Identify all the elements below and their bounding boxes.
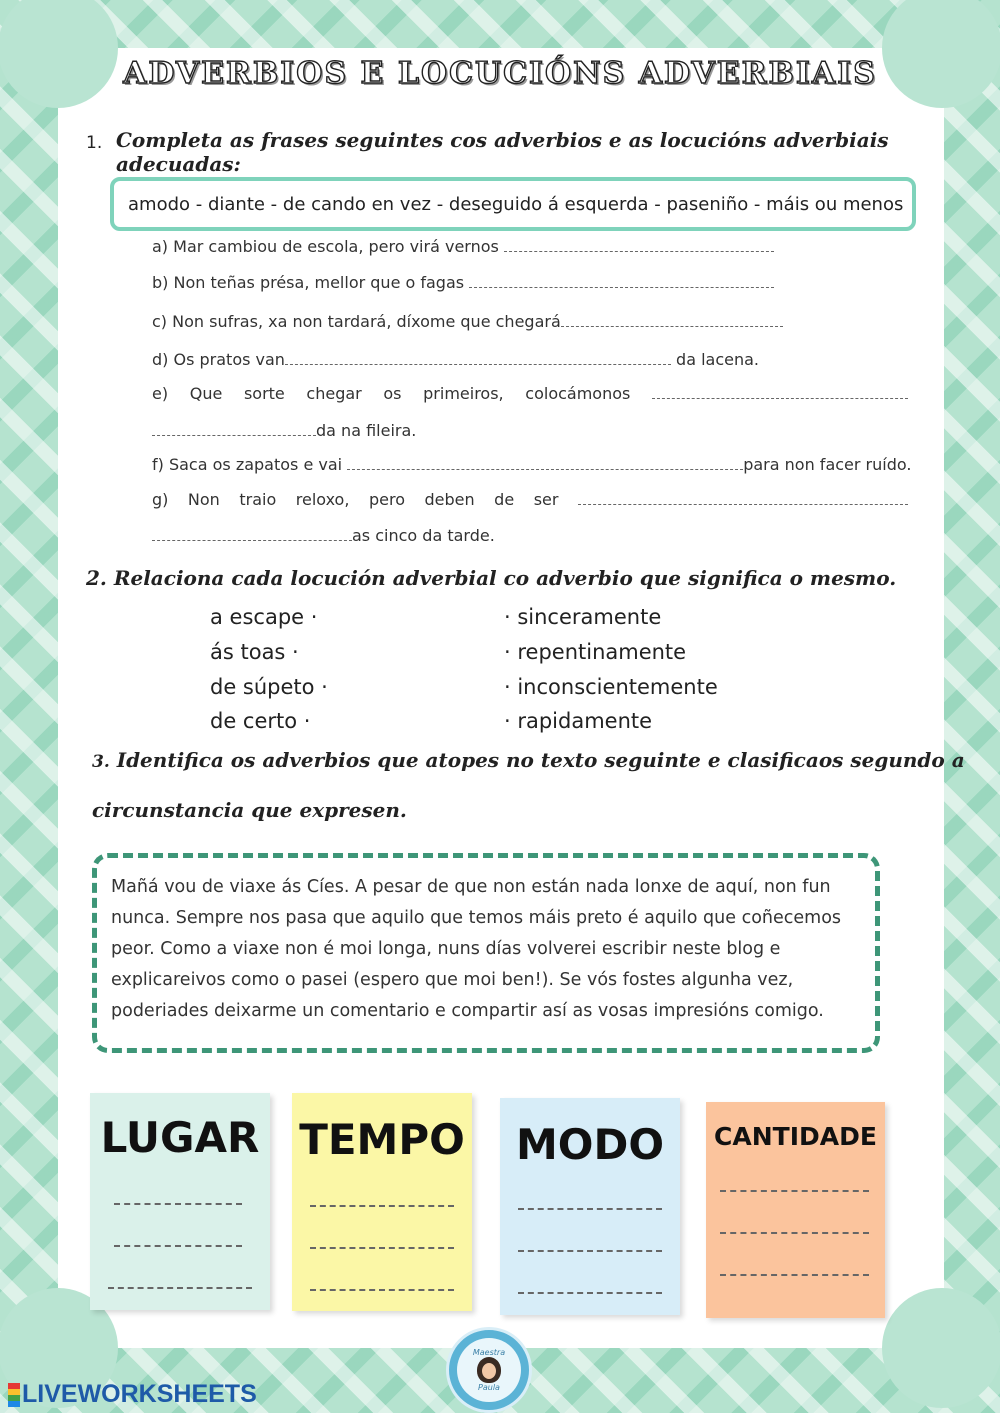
- word-bank-text: amodo - diante - de cando en vez - deseguido á esquerda - paseniño - máis ou menos: [128, 193, 904, 215]
- answer-blank-e[interactable]: [652, 384, 908, 399]
- answer-blank-g[interactable]: [578, 490, 908, 505]
- sentence-d: [152, 350, 759, 369]
- answer-blank-b[interactable]: [469, 273, 774, 288]
- author-badge-logo: [446, 1327, 532, 1413]
- sentence-e-continued: [152, 421, 416, 440]
- answer-line[interactable]: [114, 1203, 242, 1205]
- answer-blank-e2[interactable]: [152, 421, 316, 436]
- answer-line[interactable]: [108, 1287, 252, 1289]
- corner-notch: [882, 1288, 1000, 1408]
- sentence-d-end: da lacena.: [676, 350, 759, 369]
- sentence-e-end: da na fileira.: [316, 421, 417, 440]
- sentence-a-text: a) Mar cambiou de escola, pero virá vernos: [152, 237, 499, 256]
- live-badge-icon: [8, 1383, 20, 1407]
- question-3-number: 3.: [92, 752, 110, 772]
- avatar-face-icon: [477, 1357, 501, 1383]
- sentence-e-text: e) Que sorte chegar os primeiros, colocámonos: [152, 384, 631, 403]
- answer-line[interactable]: [720, 1232, 869, 1234]
- match-left-4[interactable]: de certo ·: [210, 709, 311, 733]
- question-3-text-line1: Identifica os adverbios que atopes no texto seguinte e clasificaos segundo a: [116, 748, 965, 772]
- answer-line[interactable]: [518, 1250, 662, 1252]
- answer-line[interactable]: [310, 1205, 454, 1207]
- match-right-3[interactable]: · inconscientemente: [504, 675, 718, 699]
- answer-blank-d[interactable]: [285, 350, 671, 365]
- sentence-g-text: g) Non traio reloxo, pero deben de ser: [152, 490, 559, 509]
- answer-blank-g2[interactable]: [152, 526, 352, 541]
- answer-blank-f[interactable]: [347, 455, 743, 470]
- answer-blank-a[interactable]: [504, 237, 774, 252]
- sentence-d-text: d) Os pratos van: [152, 350, 285, 369]
- sentence-b: [152, 273, 774, 292]
- sentence-f-text: f) Saca os zapatos e vai: [152, 455, 343, 474]
- match-left-1[interactable]: a escape ·: [210, 605, 318, 629]
- card-lugar: [90, 1093, 270, 1310]
- sentence-b-text: b) Non teñas présa, mellor que o fagas: [152, 273, 465, 292]
- card-modo-title: MODO: [515, 1120, 665, 1169]
- sentence-g-continued: [152, 526, 495, 545]
- answer-line[interactable]: [720, 1190, 869, 1192]
- card-modo: [500, 1098, 680, 1315]
- sentence-c: [152, 312, 783, 331]
- sentence-f-end: para non facer ruído.: [743, 455, 912, 474]
- question-2-text: Relaciona cada locución adverbial co adverbio que significa o mesmo.: [113, 566, 897, 590]
- match-right-1[interactable]: · sinceramente: [504, 605, 662, 629]
- answer-blank-c[interactable]: [561, 312, 783, 327]
- match-right-4[interactable]: · rapidamente: [504, 709, 653, 733]
- sentence-c-text: c) Non sufras, xa non tardará, díxome que chegará: [152, 312, 561, 331]
- reading-text: Mañá vou de viaxe ás Cíes. A pesar de que non están nada lonxe de aquí, non fun nunca. Sempre nos pasa que aquilo que temos máis preto é aquilo que coñecemos peor. Como a viaxe non é moi longa, nuns días volverei escribir neste blog e explicareivos como o pasei (espero que moi ben!). Se vós fostes algunha vez, poderiades deixarme un comentario e compartir así as vosas impresións comigo.: [111, 877, 842, 1021]
- question-3-prompt: [92, 748, 965, 772]
- reading-text-box: [92, 853, 880, 1053]
- liveworksheets-logo[interactable]: [8, 1380, 257, 1409]
- sentence-g: [152, 490, 908, 509]
- question-1-number: 1.: [86, 133, 103, 153]
- answer-line[interactable]: [310, 1289, 454, 1291]
- badge-bottom-text: Paula: [478, 1383, 500, 1392]
- question-1-prompt: Completa as frases seguintes cos adverbios e as locucións adverbiais adecuadas:: [116, 128, 889, 176]
- match-left-2[interactable]: ás toas ·: [210, 640, 299, 664]
- badge-top-text: Maestra: [472, 1348, 506, 1357]
- match-right-2[interactable]: · repentinamente: [504, 640, 687, 664]
- sentence-f: [152, 455, 911, 474]
- card-cantidade: [706, 1102, 885, 1318]
- footer-brand: LIVEWORKSHEETS: [22, 1380, 257, 1408]
- card-tempo: [292, 1093, 472, 1311]
- word-bank: [110, 177, 916, 231]
- question-2-prompt: [86, 566, 896, 590]
- sentence-g-end: as cinco da tarde.: [352, 526, 495, 545]
- avatar: [457, 1338, 521, 1402]
- answer-line[interactable]: [518, 1208, 662, 1210]
- answer-line[interactable]: [310, 1247, 454, 1249]
- answer-line[interactable]: [518, 1292, 662, 1294]
- sentence-e: [152, 384, 908, 403]
- question-3-text-line2: circunstancia que expresen.: [92, 798, 407, 822]
- card-tempo-title: TEMPO: [299, 1115, 465, 1164]
- question-2-number: 2.: [86, 566, 107, 590]
- answer-line[interactable]: [114, 1245, 242, 1247]
- answer-line[interactable]: [720, 1274, 869, 1276]
- sentence-a: [152, 237, 774, 256]
- card-lugar-title: LUGAR: [100, 1113, 260, 1162]
- match-left-3[interactable]: de súpeto ·: [210, 675, 328, 699]
- page-title: ADVERBIOS E LOCUCIÓNS ADVERBIAIS: [123, 56, 877, 91]
- card-cantidade-title: CANTIDADE: [714, 1122, 877, 1151]
